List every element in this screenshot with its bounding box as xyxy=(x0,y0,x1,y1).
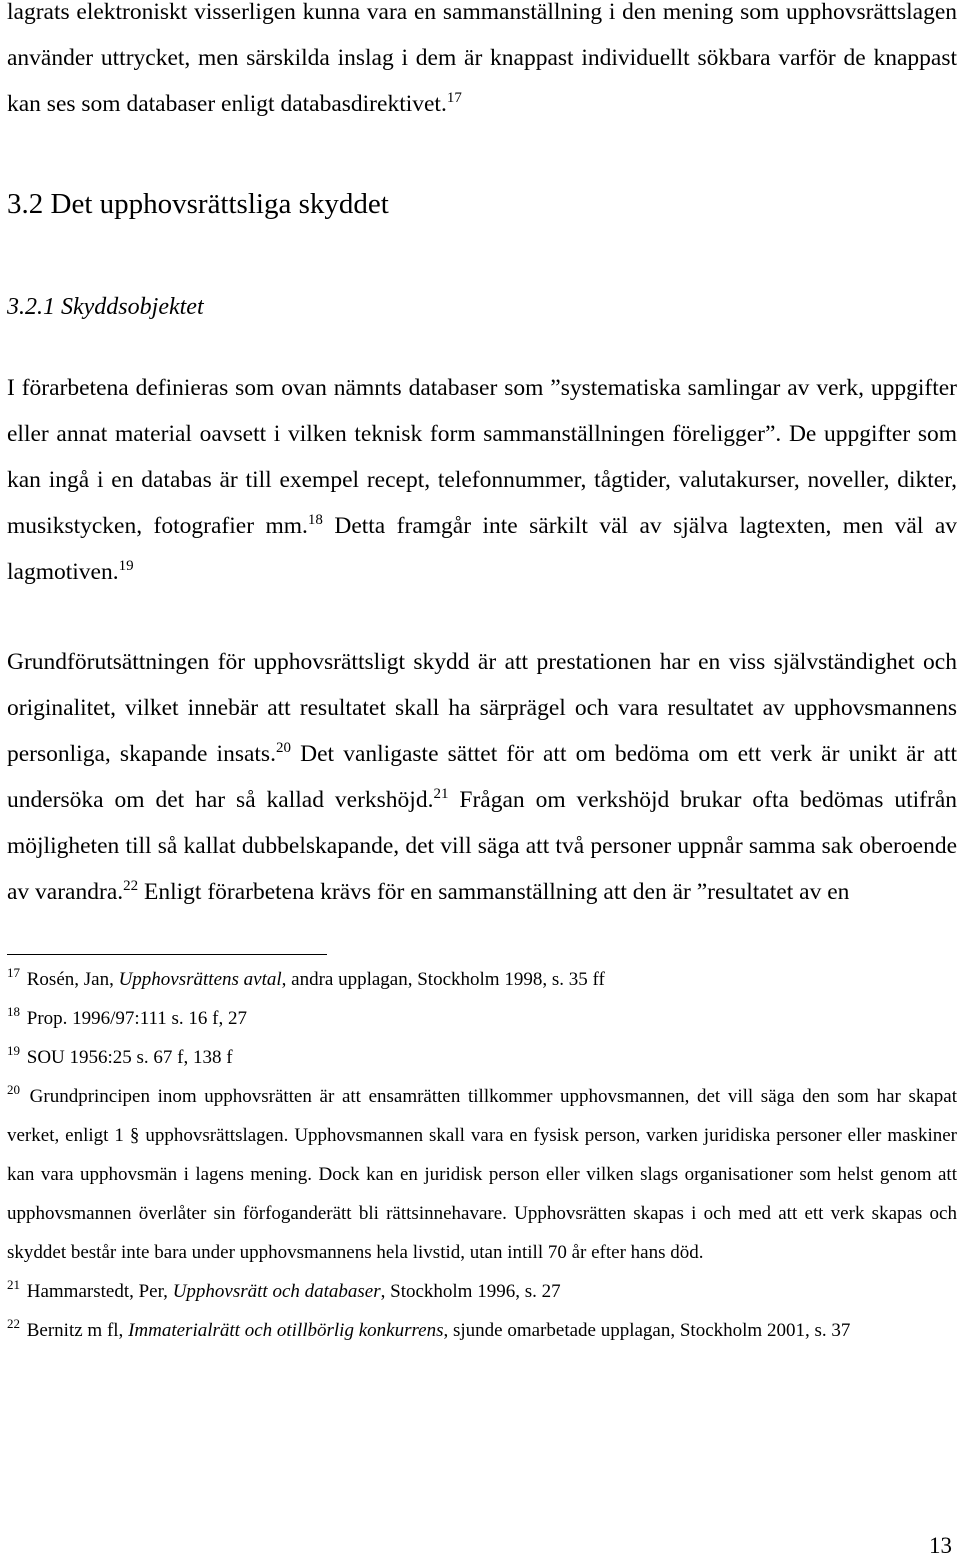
footnote-text: , sjunde omarbetade upplagan, Stockholm 2001, s. 37 xyxy=(443,1320,851,1341)
footnote-text: Hammarstedt, Per, xyxy=(26,1281,173,1302)
footnote-text: , Stockholm 1996, s. 27 xyxy=(380,1281,561,1302)
footnote-22 xyxy=(7,1311,957,1350)
footnote-ref-20[interactable]: 20 xyxy=(275,740,291,756)
footnote-text: , andra upplagan, Stockholm 1998, s. 35 ff xyxy=(281,969,605,990)
intro-paragraph xyxy=(7,0,957,127)
footnote-text: Rosén, Jan, xyxy=(26,969,119,990)
footnote-18 xyxy=(7,999,957,1038)
footnote-text: Prop. 1996/97:111 s. 16 f, 27 xyxy=(26,1008,248,1029)
footnotes xyxy=(7,960,957,1350)
intro-text: lagrats elektroniskt visserligen kunna vara en sammanställning i den mening som upphovsrättslagen använder uttrycket, men särskilda inslag i dem är knappast individuellt sökbara varför de knappast kan ses som databaser enligt databasdirektivet. xyxy=(7,0,957,117)
footnote-ref-17[interactable]: 17 xyxy=(446,90,462,106)
footnote-text: Grundprincipen inom upphovsrätten är att ensamrätten tillkommer upphovsmannen, det vill säga den som har skapat verket, enligt 1 xyxy=(7,1086,958,1146)
subsection-heading: 3.2.1 Skyddsobjektet xyxy=(7,294,204,320)
paragraph-text: Det vanligaste sättet för att om bedöma om ett verk är unikt är att undersöka om det har så kallad verkshöjd. xyxy=(7,741,957,813)
footnote-text: SOU 1956:25 s. 67 f, 138 f xyxy=(26,1047,233,1068)
paragraph-originality xyxy=(7,639,957,915)
paragraph-text: Enligt förarbetena krävs för en sammanställning att den är ”resultatet av en xyxy=(144,879,850,905)
footnote-ref-22[interactable]: 22 xyxy=(123,878,139,894)
footnote-text: upphovsrättslagen. Upphovsmannen skall vara en fysisk person, varken juridiska personer eller maskiner kan vara upphovsmän i lagens mening. Dock kan en juridisk person eller vilken slags organisationer som helst genom att upphovsmannen överlåter sin förfoganderätt bli rättsinnehavare. Upphovsrätten skapas i och med att ett verk skapas och skyddet består inte bara under upphovsmannens hela livstid, utan intill 70 år efter hans död. xyxy=(7,1125,957,1263)
footnote-20 xyxy=(7,1077,957,1272)
footnote-separator xyxy=(7,954,327,955)
paragraph-text: I förarbetena definieras som ovan nämnts databaser som ”systematiska samlingar av verk, uppgifter eller annat material oavsett i vilken teknisk form sammanställningen föreligger”. De uppgifter som kan ingå i en databas är till exempel recept, telefonnummer, tågtider, valutakurser, noveller, dikter, musikstycken, fotografier mm. xyxy=(7,375,957,539)
footnote-title: Immaterialrätt och otillbörlig konkurrens xyxy=(128,1320,444,1341)
page-number: 13 xyxy=(929,1533,952,1558)
footnote-title: Upphovsrätt och databaser xyxy=(172,1281,381,1302)
section-heading: 3.2 Det upphovsrättsliga skyddet xyxy=(7,188,389,220)
footnote-number: 22 xyxy=(7,1316,20,1331)
footnote-text: Bernitz m fl, xyxy=(26,1320,129,1341)
paragraph-definition xyxy=(7,365,957,595)
footnote-ref-18[interactable]: 18 xyxy=(307,512,323,528)
footnote-number: 18 xyxy=(7,1004,20,1019)
paragraph-text: Detta framgår inte särkilt väl av själva lagtexten, men väl av lagmotiven. xyxy=(7,513,957,585)
paragraph-text: Grundförutsättningen för upphovsrättsligt skydd är att prestationen har en viss självständighet och originalitet, vilket innebär att resultatet skall ha särprägel och vara resultatet av upphovsmannens personliga, skapande insats. xyxy=(7,649,957,767)
footnote-ref-21[interactable]: 21 xyxy=(433,786,449,802)
footnote-19 xyxy=(7,1038,957,1077)
footnote-number: 21 xyxy=(7,1277,20,1292)
footnote-number: 17 xyxy=(7,965,20,980)
footnote-17 xyxy=(7,960,957,999)
footnote-title: Upphovsrättens avtal xyxy=(118,969,282,990)
footnote-ref-19[interactable]: 19 xyxy=(118,558,134,574)
footnote-number: 20 xyxy=(7,1082,20,1097)
spacer xyxy=(7,322,957,365)
paragraph-text: Frågan om verkshöjd brukar ofta bedömas utifrån möjligheten till så kallat dubbelskapande, det vill säga att två personer uppnår samma sak oberoende av varandra. xyxy=(7,787,957,905)
spacer xyxy=(7,595,957,639)
footnote-21 xyxy=(7,1272,957,1311)
footnote-number: 19 xyxy=(7,1043,20,1058)
section-symbol: § xyxy=(129,1125,140,1146)
